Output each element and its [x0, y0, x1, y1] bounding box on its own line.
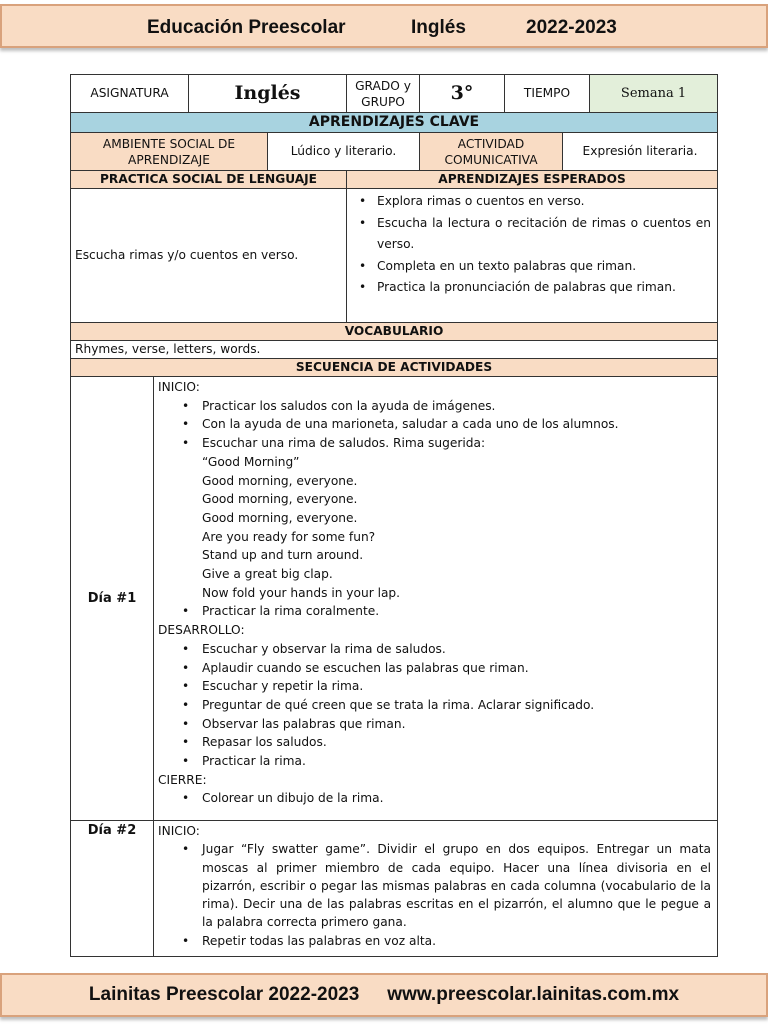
practica-label: PRACTICA SOCIAL DE LENGUAJE: [71, 171, 347, 189]
practica-row: [71, 189, 718, 323]
list-item: • Explora rimas o cuentos en verso.: [351, 191, 711, 213]
rhyme-line: Now fold your hands in your lap.: [202, 585, 401, 600]
dia1-cierre-heading: CIERRE:: [158, 772, 207, 787]
ambiente-row: [71, 133, 718, 171]
footer-title: Lainitas Preescolar 2022-2023: [88, 984, 360, 1005]
ambiente-value: Lúdico y literario.: [268, 133, 420, 171]
list-item: • Colorear un dibujo de la rima.: [158, 789, 713, 808]
header-year: 2022-2023: [526, 17, 617, 38]
header-title: Educación Preescolar: [147, 17, 346, 38]
dia2-row: [71, 821, 718, 957]
header-banner: [0, 4, 768, 48]
secuencia-label: SECUENCIA DE ACTIVIDADES: [71, 359, 718, 377]
dia1-desarrollo-heading: DESARROLLO:: [158, 623, 245, 638]
rhyme-line: Give a great big clap.: [202, 567, 333, 582]
dia1-row: [71, 377, 718, 821]
list-item: • Con la ayuda de una marioneta, saludar a cada uno de los alumnos.: [158, 415, 713, 434]
list-item: • Completa en un texto palabras que riman.: [351, 256, 711, 278]
grado-value: 3°: [420, 75, 505, 113]
list-item: • Jugar “Fly swatter game”. Dividir el grupo en dos equipos. Entregar un mata moscas al primer miembro de cada equipo. Hacer una línea divisoria en el pizarrón, escribir o pegar las mismas palabras en cada columna (vocabulario de la rima). Decir una de las palabras escritas en el pizarrón, el alumno que le pegue a la palabra correcta primero gana.: [158, 840, 713, 931]
rhyme-line: Good morning, everyone.: [202, 473, 358, 488]
tiempo-label: TIEMPO: [505, 75, 590, 113]
asignatura-value: Inglés: [189, 75, 347, 113]
aprendizajes-esperados-list: [351, 191, 711, 299]
ambiente-label: AMBIENTE SOCIAL DE APRENDIZAJE: [71, 133, 268, 171]
aprendizajes-clave-header: APRENDIZAJES CLAVE: [71, 113, 718, 133]
list-item: • Escuchar y observar la rima de saludos.: [158, 640, 713, 659]
info-row: [71, 75, 718, 113]
actividad-label: ACTIVIDAD COMUNICATIVA: [420, 133, 563, 171]
list-item: • Practicar la rima.: [158, 752, 713, 771]
list-item: • Escuchar una rima de saludos. Rima sugerida:: [158, 434, 713, 453]
dia1-label: Día #1: [71, 377, 154, 821]
footer-banner: [0, 973, 768, 1017]
list-item: • Aplaudir cuando se escuchen las palabras que riman.: [158, 659, 713, 678]
list-item: • Repasar los saludos.: [158, 733, 713, 752]
asignatura-label: ASIGNATURA: [71, 75, 189, 113]
rhyme-line: Are you ready for some fun?: [202, 529, 376, 544]
lesson-plan-table: [70, 74, 718, 957]
rhyme-line: “Good Morning”: [202, 454, 300, 469]
tiempo-value: Semana 1: [590, 75, 718, 113]
vocabulario-value: Rhymes, verse, letters, words.: [71, 341, 718, 359]
rhyme-line: Stand up and turn around.: [202, 548, 364, 563]
esperados-label: APRENDIZAJES ESPERADOS: [347, 171, 718, 189]
rhyme-line: Good morning, everyone.: [202, 492, 358, 507]
grado-label: GRADO y GRUPO: [347, 75, 420, 113]
dia1-inicio-heading: INICIO:: [158, 380, 200, 394]
footer-url[interactable]: www.preescolar.lainitas.com.mx: [387, 984, 680, 1005]
dia1-inicio-list: [158, 397, 713, 621]
practica-value: Escucha rimas y/o cuentos en verso.: [71, 189, 347, 323]
list-item: • Practicar la rima coralmente.: [158, 602, 713, 621]
list-item: • Repetir todas las palabras en voz alta.: [158, 932, 713, 950]
list-item: • Observar las palabras que riman.: [158, 715, 713, 734]
dia2-inicio-list: [158, 840, 713, 950]
dia2-inicio-heading: INICIO:: [158, 824, 200, 838]
header-subject: Inglés: [411, 17, 466, 38]
list-item: • Escucha la lectura o recitación de rimas o cuentos en verso.: [351, 213, 711, 256]
dia1-cierre-list: [158, 789, 713, 808]
dia2-label: Día #2: [71, 821, 154, 957]
vocabulario-label: VOCABULARIO: [71, 323, 718, 341]
rhyme-line: Good morning, everyone.: [202, 510, 358, 525]
list-item: • Practica la pronunciación de palabras que riman.: [351, 277, 711, 299]
list-item: • Practicar los saludos con la ayuda de imágenes.: [158, 397, 713, 416]
list-item: • Preguntar de qué creen que se trata la rima. Aclarar significado.: [158, 696, 713, 715]
list-item: • Escuchar y repetir la rima.: [158, 677, 713, 696]
dia1-desarrollo-list: [158, 640, 713, 771]
actividad-value: Expresión literaria.: [563, 133, 718, 171]
